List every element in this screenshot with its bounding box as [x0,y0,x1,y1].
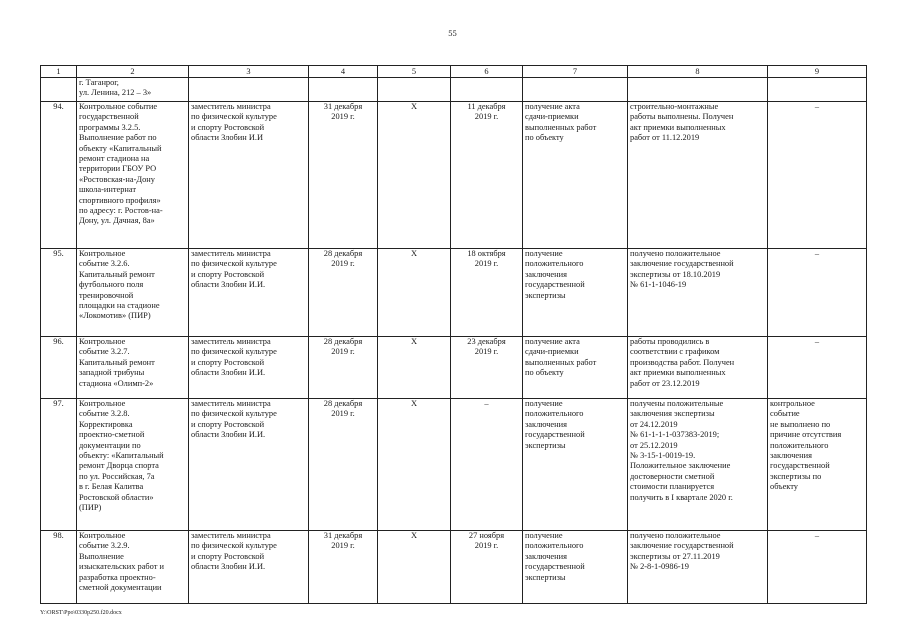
execution-status: работы проводились в соответствии с графиком производства работ. Получен акт приемки выполненных работ от 23.12.2019 [628,337,768,399]
note: – [768,102,867,249]
row-number [41,78,77,102]
event-description: г. Таганрог, ул. Ленина, 212 – 3» [77,78,189,102]
result-document: получение акта сдачи-приемки выполненных работ по объекту [523,102,628,249]
plan-date: 31 декабря 2019 г. [309,531,378,604]
fact-date: 18 октября 2019 г. [451,249,523,337]
event-description: Контрольное событие государственной программы 3.2.5. Выполнение работ по объекту «Капитальный ремонт стадиона на территории ГБОУ РО «Ростовская-на-Дону школа-интернат спортивного профиля» по адресу: г. Ростов-на- Дону, ул. Дачная, 8а» [77,102,189,249]
execution-status: получено положительное заключение государственной экспертизы от 27.11.2019 № 2-8-1-0986-19 [628,531,768,604]
plan-mark: X [378,102,451,249]
execution-status: строительно-монтажные работы выполнены. Получен акт приемки выполненных работ от 11.12.2019 [628,102,768,249]
column-number: 9 [768,66,867,78]
result-document: получение акта сдачи-приемки выполненных работ по объекту [523,337,628,399]
event-description: Контрольное событие 3.2.8. Корректировка проектно-сметной документации по объекту: «Капитальный ремонт Дворца спорта по ул. Российская, 7а в г. Белая Калитва Ростовской области» (ПИР) [77,399,189,531]
table-row [41,78,867,102]
note: контрольное событие не выполнено по причине отсутствия положительного заключения государственной экспертизы по объекту [768,399,867,531]
fact-date [451,78,523,102]
plan-mark: X [378,531,451,604]
note [768,78,867,102]
table-row [41,102,867,249]
event-description: Контрольное событие 3.2.6. Капитальный ремонт футбольного поля тренировочной площадки на стадионе «Локомотив» (ПИР) [77,249,189,337]
column-number: 5 [378,66,451,78]
plan-date: 28 декабря 2019 г. [309,399,378,531]
execution-status [628,78,768,102]
column-number: 7 [523,66,628,78]
plan-mark: X [378,249,451,337]
plan-date: 28 декабря 2019 г. [309,249,378,337]
result-document: получение положительного заключения государственной экспертизы [523,399,628,531]
file-path-footer: Y:\ORST\Ppo\0330p250.f20.docx [40,610,122,616]
column-number: 4 [309,66,378,78]
responsible-person: заместитель министра по физической культуре и спорту Ростовской области Злобин И.И. [189,337,309,399]
note: – [768,249,867,337]
execution-status: получены положительные заключения экспертизы от 24.12.2019 № 61-1-1-1-037383-2019; от 25.12.2019 № 3-15-1-0019-19. Положительное заключение достоверности сметной стоимости планируется получить в I квартале 2020 г. [628,399,768,531]
responsible-person: заместитель министра по физической культуре и спорту Ростовской области Злобин И.И. [189,399,309,531]
row-number: 97. [41,399,77,531]
row-number: 96. [41,337,77,399]
column-number: 8 [628,66,768,78]
row-number: 94. [41,102,77,249]
table-row [41,531,867,604]
result-document: получение положительного заключения государственной экспертизы [523,249,628,337]
plan-mark [378,78,451,102]
responsible-person: заместитель министра по физической культуре и спорту Ростовской области Злобин И.И. [189,249,309,337]
column-number: 2 [77,66,189,78]
fact-date: 11 декабря 2019 г. [451,102,523,249]
responsible-person: заместитель министра по физической культуре и спорту Ростовской области Злобин И.И [189,102,309,249]
event-description: Контрольное событие 3.2.7. Капитальный ремонт западной трибуны стадиона «Олимп-2» [77,337,189,399]
result-document [523,78,628,102]
plan-mark: X [378,337,451,399]
responsible-person [189,78,309,102]
plan-mark: X [378,399,451,531]
row-number: 95. [41,249,77,337]
column-number: 6 [451,66,523,78]
table-row [41,337,867,399]
note: – [768,531,867,604]
fact-date: 23 декабря 2019 г. [451,337,523,399]
fact-date: 27 ноября 2019 г. [451,531,523,604]
execution-status: получено положительное заключение государственной экспертизы от 18.10.2019 № 61-1-1046-19 [628,249,768,337]
fact-date: – [451,399,523,531]
responsible-person: заместитель министра по физической культуре и спорту Ростовской области Злобин И.И. [189,531,309,604]
table-row [41,249,867,337]
page-number: 55 [448,28,457,38]
note: – [768,337,867,399]
control-events-table [40,65,867,604]
column-number: 3 [189,66,309,78]
event-description: Контрольное событие 3.2.9. Выполнение изыскательских работ и разработка проектно- сметной документации [77,531,189,604]
column-number-row [41,66,867,78]
result-document: получение положительного заключения государственной экспертизы [523,531,628,604]
plan-date: 31 декабря 2019 г. [309,102,378,249]
row-number: 98. [41,531,77,604]
plan-date: 28 декабря 2019 г. [309,337,378,399]
plan-date [309,78,378,102]
column-number: 1 [41,66,77,78]
table-row [41,399,867,531]
